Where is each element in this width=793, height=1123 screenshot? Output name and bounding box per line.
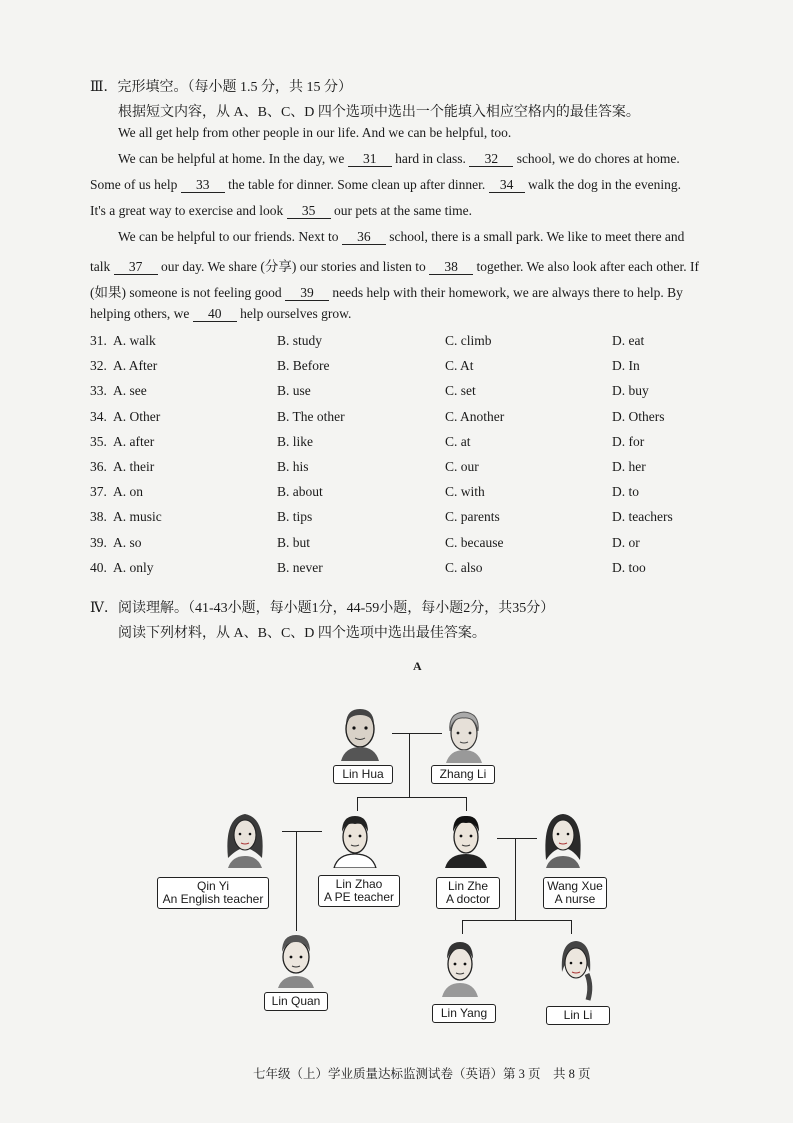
blank-35[interactable]: 35 [287, 204, 331, 219]
zhang-li-portrait [442, 707, 486, 763]
label-qin-yi: Qin Yi An English teacher [157, 877, 269, 909]
option-choice-b[interactable]: B. tips [277, 509, 313, 525]
wang-xue-portrait [540, 808, 586, 868]
passage-p2-line3: It's a great way to exercise and look 35 our pets at the same time. [90, 203, 472, 218]
label-lin-li: Lin Li [546, 1006, 610, 1025]
label-lin-quan: Lin Quan [264, 992, 328, 1011]
section3-instruction: 根据短文内容，从 A、B、C、D 四个选项中选出一个能填入相应空格内的最佳答案。 [118, 105, 640, 120]
option-number: 39. [90, 534, 107, 550]
option-choice-a[interactable]: A. after [113, 433, 155, 449]
option-choice-a[interactable]: A. see [113, 383, 147, 399]
label-wang-xue: Wang Xue A nurse [543, 877, 607, 909]
option-number: 35. [90, 433, 107, 449]
option-choice-c[interactable]: C. climb [445, 333, 492, 348]
option-choice-b[interactable]: B. but [277, 534, 311, 550]
option-choice-a[interactable]: A. so [113, 534, 142, 550]
section4-instruction: 阅读下列材料，从 A、B、C、D 四个选项中选出最佳答案。 [118, 626, 486, 641]
option-choice-c[interactable]: C. Another [445, 408, 505, 424]
option-choice-a[interactable]: A. on [113, 484, 143, 500]
option-choice-c[interactable]: C. also [445, 559, 483, 575]
option-choice-c[interactable]: C. parents [445, 509, 500, 525]
option-choice-d[interactable]: D. or [612, 534, 640, 550]
option-choice-d[interactable]: D. eat [612, 333, 645, 348]
option-choice-a[interactable]: A. music [113, 509, 162, 525]
section3-title: Ⅲ．完形填空。（每小题 1.5 分，共 15 分） [90, 80, 353, 95]
option-choice-b[interactable]: B. Before [277, 358, 330, 374]
option-number: 33. [90, 383, 107, 399]
option-choice-b[interactable]: B. his [277, 459, 309, 474]
blank-39[interactable]: 39 [285, 286, 329, 301]
option-number: 36. [90, 459, 107, 474]
passage-p2-line2: Some of us help 33 the table for dinner. Some clean up after dinner. 34 walk the dog in the evening. [90, 177, 682, 192]
option-number: 32. [90, 358, 107, 374]
lin-zhe-portrait [443, 810, 489, 868]
label-lin-hua: Lin Hua [333, 765, 393, 784]
option-choice-d[interactable]: D. Others [612, 408, 665, 424]
option-choice-c[interactable]: C. because [445, 534, 504, 550]
option-choice-c[interactable]: C. At [445, 358, 474, 374]
option-choice-c[interactable]: C. set [445, 383, 476, 399]
option-choice-d[interactable]: D. In [612, 358, 640, 374]
lin-hua-portrait [337, 703, 383, 761]
option-choice-d[interactable]: D. teachers [612, 509, 673, 525]
option-number: 31. [90, 333, 107, 348]
label-lin-zhe: Lin Zhe A doctor [436, 877, 500, 909]
blank-31[interactable]: 31 [348, 152, 392, 167]
lin-li-portrait [554, 936, 598, 1002]
option-choice-b[interactable]: B. like [277, 433, 313, 449]
option-choice-d[interactable]: D. for [612, 433, 645, 449]
option-choice-c[interactable]: C. our [445, 459, 479, 474]
blank-36[interactable]: 36 [342, 230, 386, 245]
label-lin-yang: Lin Yang [432, 1004, 496, 1023]
option-choice-c[interactable]: C. at [445, 433, 471, 449]
passage-p1: We all get help from other people in our life. And we can be helpful, too. [118, 125, 512, 140]
option-choice-d[interactable]: D. too [612, 559, 646, 575]
option-choice-a[interactable]: A. After [113, 358, 158, 374]
option-choice-a[interactable]: A. their [113, 459, 155, 474]
option-choice-b[interactable]: B. use [277, 383, 311, 399]
blank-33[interactable]: 33 [181, 178, 225, 193]
option-number: 34. [90, 408, 107, 424]
option-choice-a[interactable]: A. only [113, 559, 154, 575]
blank-40[interactable]: 40 [193, 307, 237, 322]
option-choice-a[interactable]: A. Other [113, 408, 161, 424]
label-zhang-li: Zhang Li [431, 765, 495, 784]
blank-34[interactable]: 34 [489, 178, 525, 193]
lin-quan-portrait [274, 930, 318, 988]
page-footer: 七年级（上）学业质量达标监测试卷（英语）第 3 页 共 8 页 [253, 1067, 591, 1081]
option-choice-d[interactable]: D. her [612, 459, 646, 474]
passage-label: A [413, 659, 422, 673]
option-choice-d[interactable]: D. buy [612, 383, 649, 399]
option-choice-c[interactable]: C. with [445, 484, 485, 500]
option-choice-d[interactable]: D. to [612, 484, 639, 500]
blank-37[interactable]: 37 [114, 260, 158, 275]
section4-title: Ⅳ．阅读理解。（41-43小题，每小题1分，44-59小题，每小题2分，共35分） [90, 601, 555, 616]
option-number: 38. [90, 509, 107, 525]
lin-yang-portrait [438, 937, 482, 997]
option-choice-b[interactable]: B. study [277, 333, 323, 348]
passage-p3-line3: (如果) someone is not feeling good 39 needs help with their homework, we are always there to help. By [90, 285, 683, 300]
option-number: 37. [90, 484, 107, 500]
option-choice-a[interactable]: A. walk [113, 333, 156, 348]
option-choice-b[interactable]: B. about [277, 484, 323, 500]
option-choice-b[interactable]: B. never [277, 559, 323, 575]
qin-yi-portrait [222, 808, 268, 868]
option-choice-b[interactable]: B. The other [277, 408, 345, 424]
lin-zhao-portrait [332, 810, 378, 868]
passage-p3-line2: talk 37 our day. We share (分享) our stories and listen to 38 together. We also look after each other. If [90, 259, 699, 274]
blank-38[interactable]: 38 [429, 260, 473, 275]
blank-32[interactable]: 32 [469, 152, 513, 167]
passage-p3-line1: We can be helpful to our friends. Next to 36 school, there is a small park. We like to meet there and [118, 229, 685, 244]
label-lin-zhao: Lin Zhao A PE teacher [318, 875, 400, 907]
passage-p2-line1: We can be helpful at home. In the day, we 31 hard in class. 32 school, we do chores at home. [118, 151, 680, 166]
passage-p3-line4: helping others, we 40 help ourselves grow. [90, 306, 352, 321]
option-number: 40. [90, 559, 107, 575]
